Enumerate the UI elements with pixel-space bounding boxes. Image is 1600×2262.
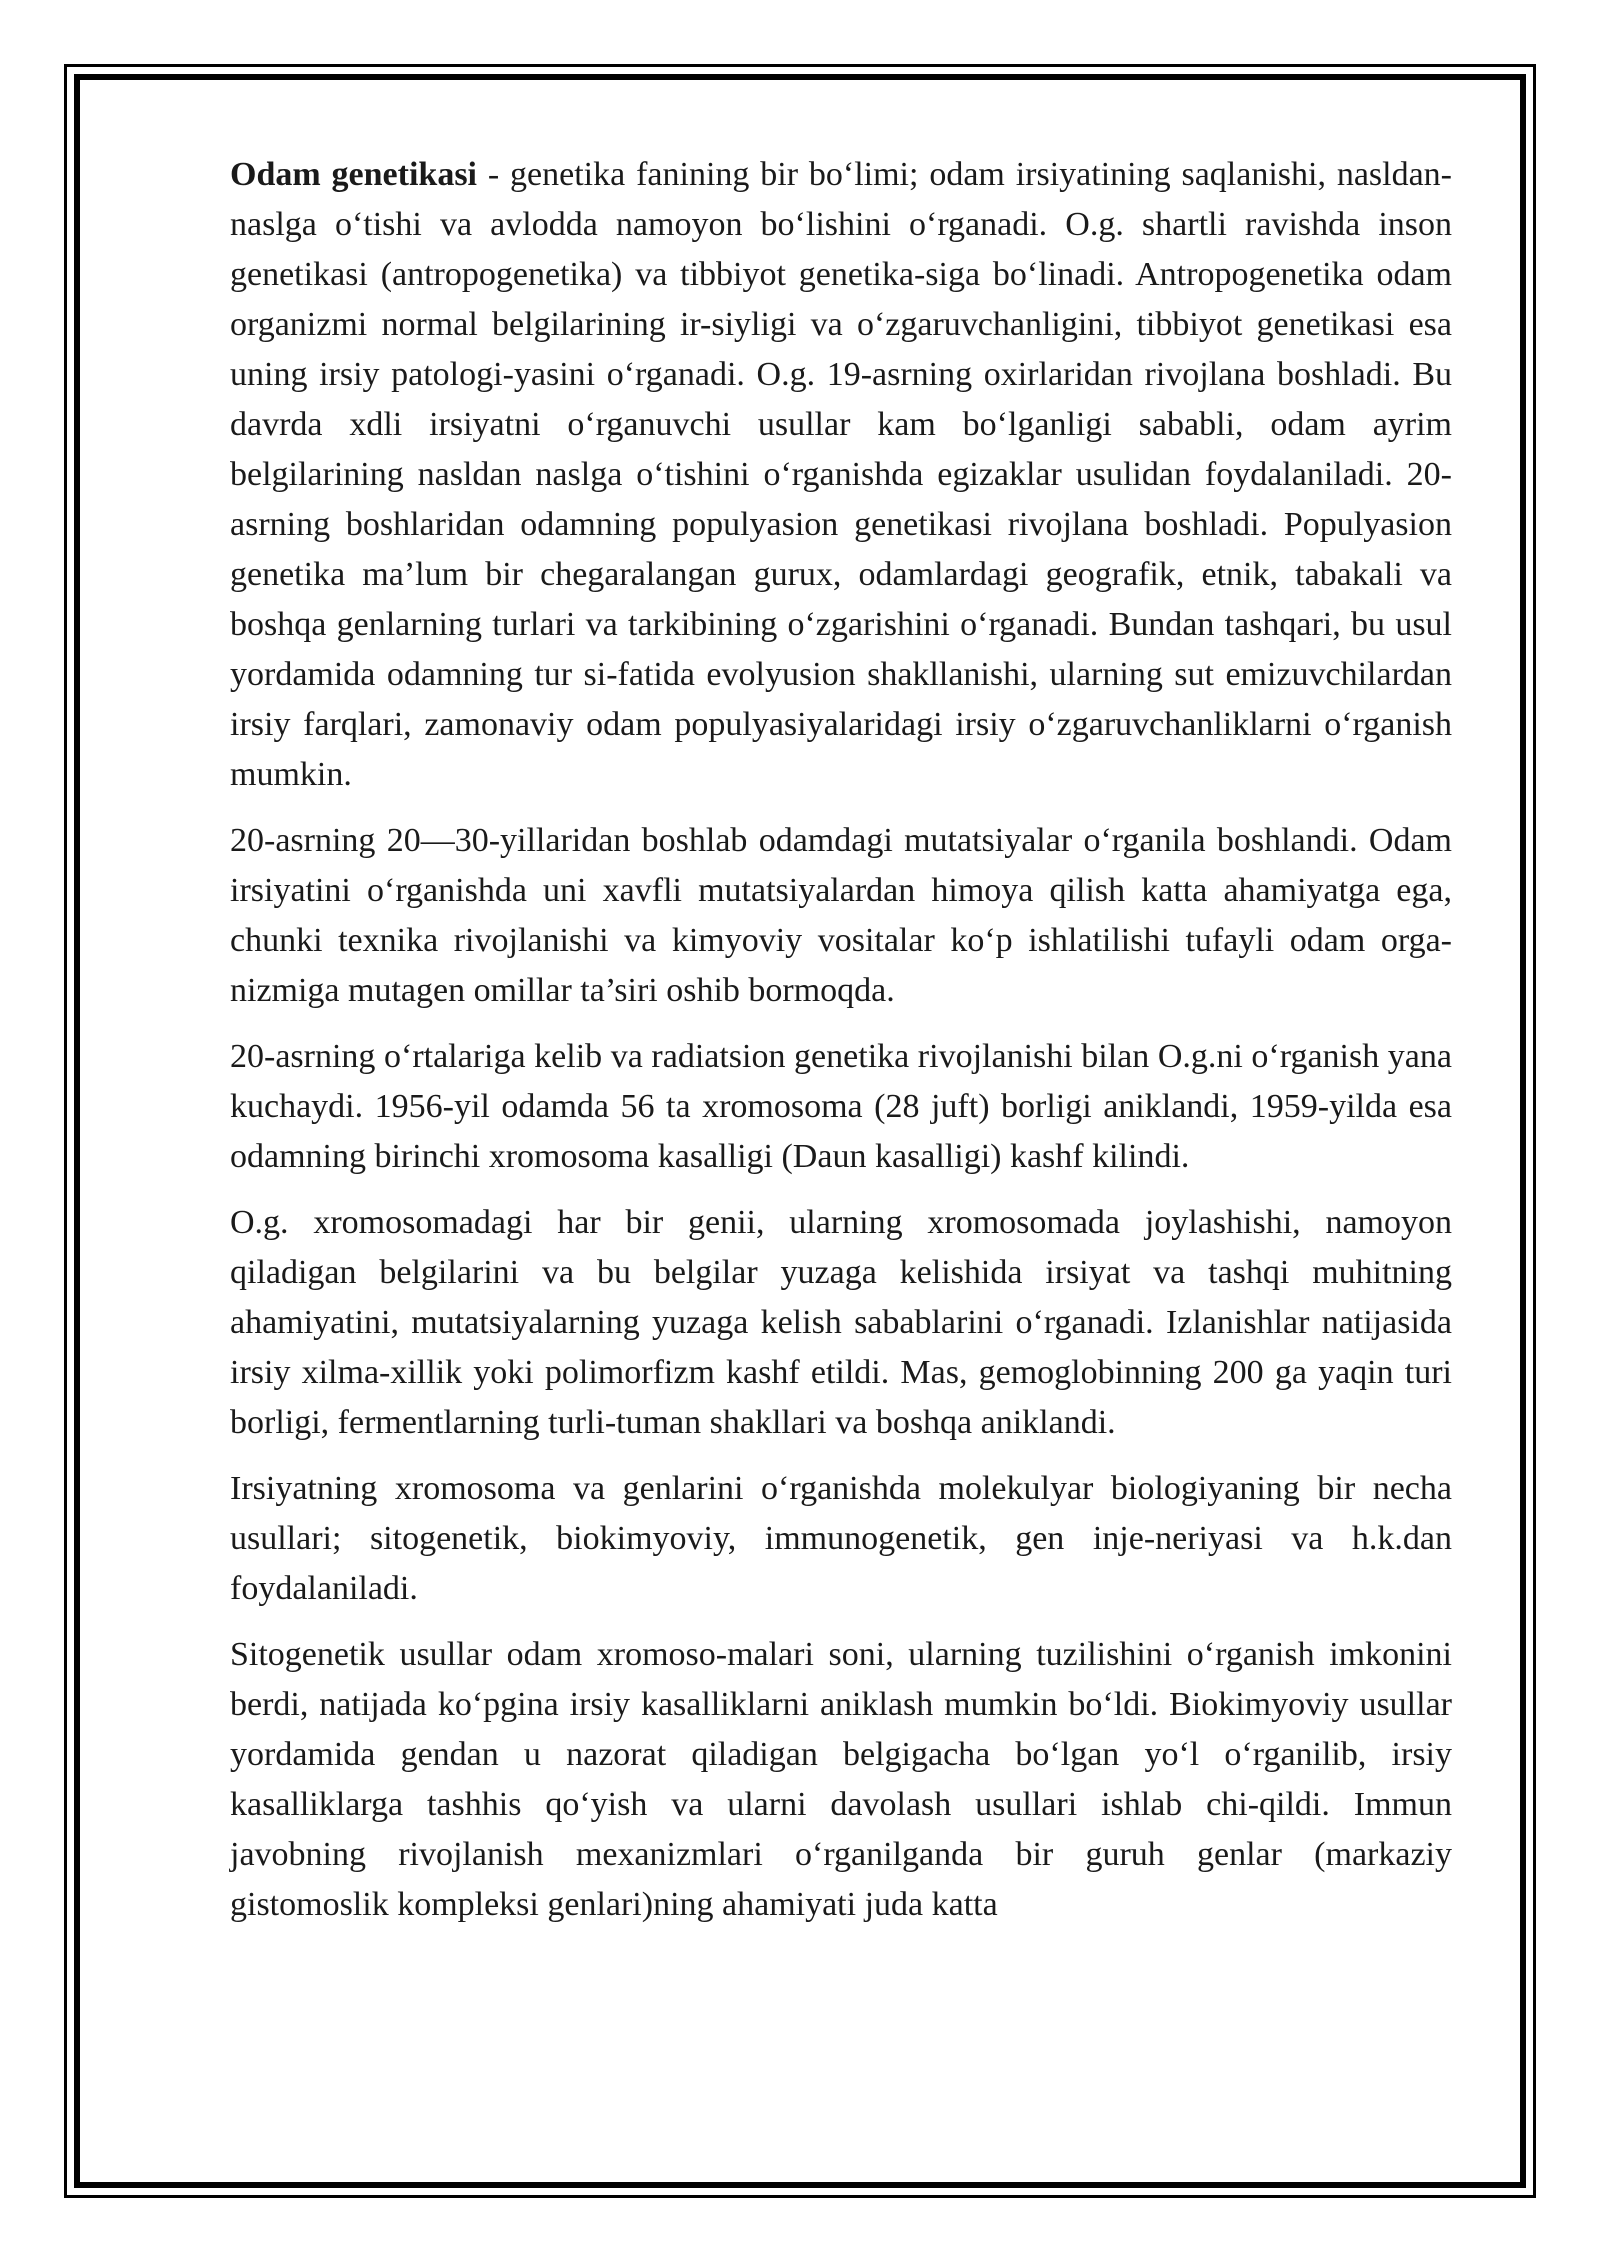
paragraph-2-text: 20-asrning 20—30-yillaridan boshlab odamdagi mutatsiyalar o‘rganila boshlandi. Odam irsiyatini o‘rganishda uni xavfli mutatsiyalardan himoya qilish katta ahamiyatga ega, chunki texnika rivojlanishi va kimyoviy vositalar ko‘p ishlatilishi tufayli odam orga-nizmiga mutagen omillar ta’siri oshib bormoqda. [230, 822, 1452, 1009]
paragraph-2 [230, 816, 1452, 1016]
paragraph-1-lead-term: Odam genetikasi [230, 156, 477, 193]
paragraph-1 [230, 150, 1452, 800]
paragraph-5-text: Irsiyatning xromosoma va genlarini o‘rganishda molekulyar biologiyaning bir necha usullari; sitogenetik, biokimyoviy, immunogenetik, gen inje-neriyasi va h.k.dan foydalaniladi. [230, 1470, 1452, 1607]
paragraph-6-text: Sitogenetik usullar odam xromoso-malari soni, ularning tuzilishini o‘rganish imkonini berdi, natijada ko‘pgina irsiy kasalliklarni aniklash mumkin bo‘ldi. Biokimyoviy usullar yordamida gendan u nazorat qiladigan belgigacha bo‘lgan yo‘l o‘rganilib, irsiy kasalliklarga tashhis qo‘yish va ularni davolash usullari ishlab chi-qildi. Immun javobning rivojlanish mexanizmlari o‘rganilganda bir guruh genlar (markaziy gistomoslik kompleksi genlari)ning ahamiyati juda katta [230, 1636, 1452, 1923]
paragraph-3 [230, 1032, 1452, 1182]
paragraph-1-text: - genetika fanining bir bo‘limi; odam irsiyatining saqlanishi, nasldan-naslga o‘tishi va avlodda namoyon bo‘lishini o‘rganadi. O.g. shartli ravishda inson genetikasi (antropogenetika) va tibbiyot genetika-siga bo‘linadi. Antropogenetika odam organizmi normal belgilarining ir-siyligi va o‘zgaruvchanligini, tibbiyot genetikasi esa uning irsiy patologi-yasini o‘rganadi. O.g. 19-asrning oxirlaridan rivojlana boshladi. Bu davrda xdli irsiyatni o‘rganuvchi usullar kam bo‘lganligi sababli, odam ayrim belgilarining nasldan naslga o‘tishini o‘rganishda egizaklar usulidan foydalaniladi. 20-asrning boshlaridan odamning populyasion genetikasi rivojlana boshladi. Populyasion genetika ma’lum bir chegaralangan gurux, odamlardagi geografik, etnik, tabakali va boshqa genlarning turlari va tarkibining o‘zgarishini o‘rganadi. Bundan tashqari, bu usul yordamida odamning tur si-fatida evolyusion shakllanishi, ularning sut emizuvchilardan irsiy farqlari, zamonaviy odam populyasiyalaridagi irsiy o‘zgaruvchanliklarni o‘rganish mumkin. [230, 156, 1452, 793]
paragraph-4-text: O.g. xromosomadagi har bir genii, ularning xromosomada joylashishi, namoyon qiladigan belgilarini va bu belgilar yuzaga kelishida irsiyat va tashqi muhitning ahamiyatini, mutatsiyalarning yuzaga kelish sabablarini o‘rganadi. Izlanishlar natijasida irsiy xilma-xillik yoki polimorfizm kashf etildi. Mas, gemoglobinning 200 ga yaqin turi borligi, fermentlarning turli-tuman shakllari va boshqa aniklandi. [230, 1204, 1452, 1441]
paragraph-3-text: 20-asrning o‘rtalariga kelib va radiatsion genetika rivojlanishi bilan O.g.ni o‘rganish yana kuchaydi. 1956-yil odamda 56 ta xromosoma (28 juft) borligi aniklandi, 1959-yilda esa odamning birinchi xromosoma kasalligi (Daun kasalligi) kashf kilindi. [230, 1038, 1452, 1175]
document-body [230, 150, 1452, 1946]
paragraph-5 [230, 1464, 1452, 1614]
paragraph-6 [230, 1630, 1452, 1930]
paragraph-4 [230, 1198, 1452, 1448]
